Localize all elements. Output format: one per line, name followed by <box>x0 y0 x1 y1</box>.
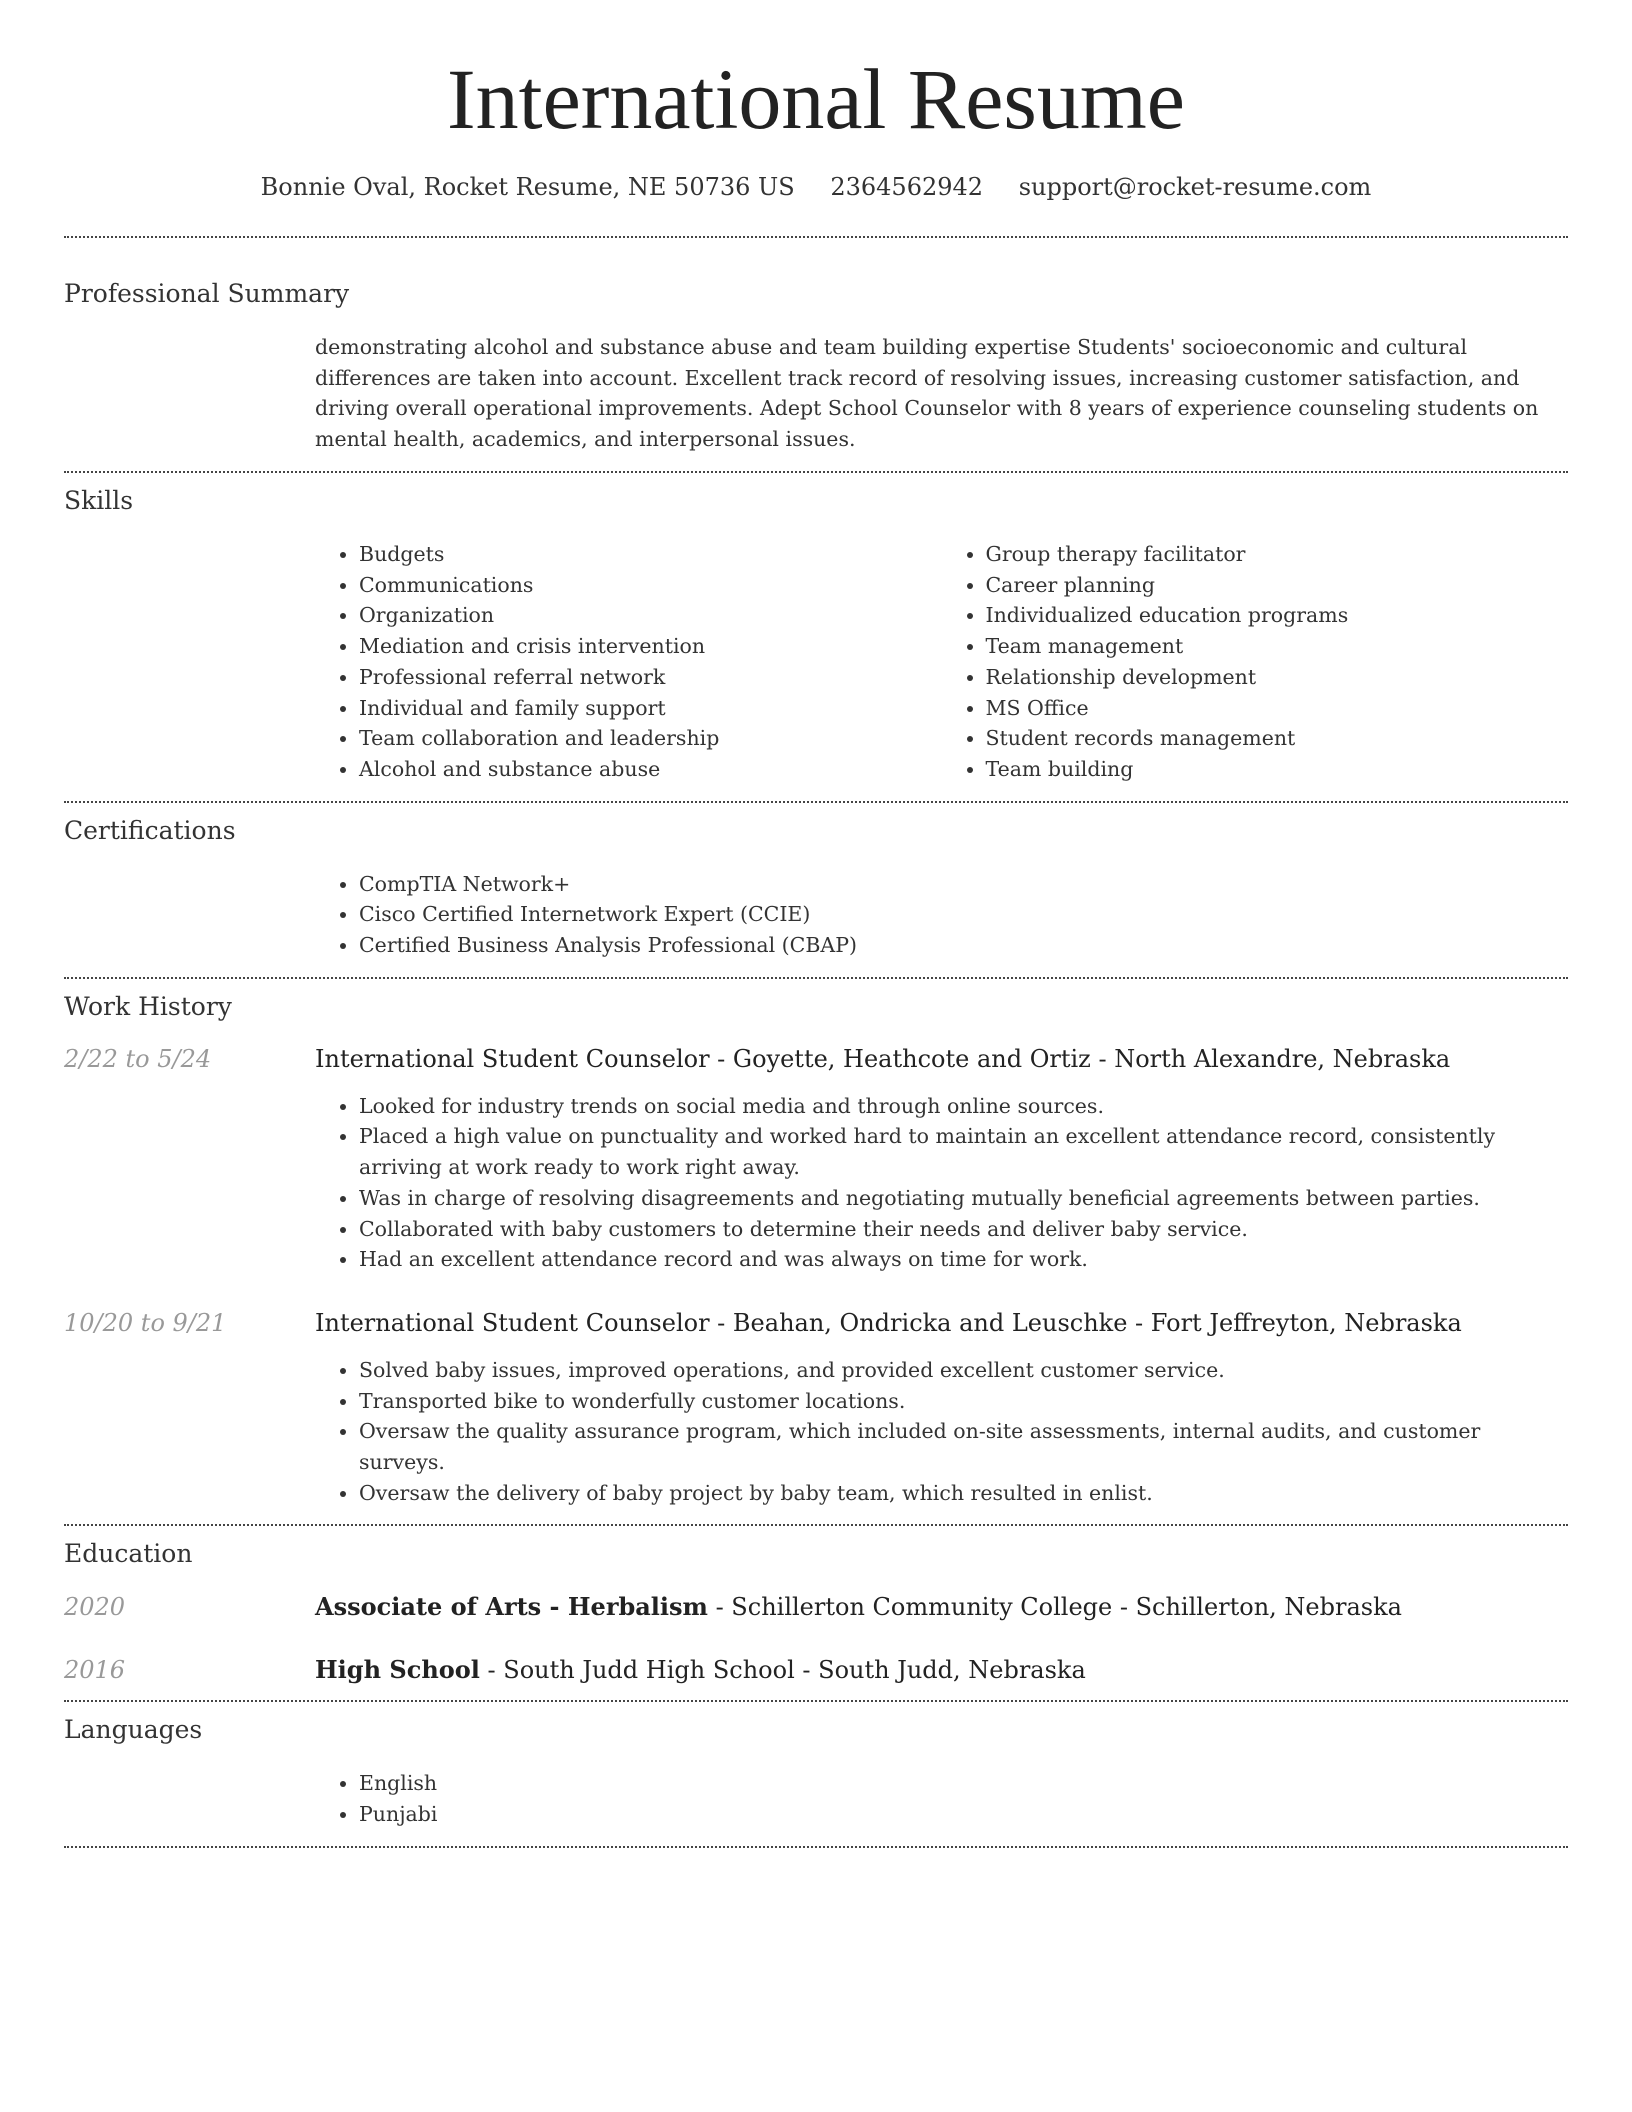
certification-item: • CompTIA Network+ <box>359 869 1568 900</box>
section-title-education: Education <box>64 1539 193 1569</box>
skill-item: • Professional referral network <box>359 662 942 693</box>
contact-email[interactable]: support@rocket-resume.com <box>1018 173 1372 201</box>
job-bullet: • Was in charge of resolving disagreements and negotiating mutually beneficial agreements between parties. <box>359 1183 1568 1214</box>
job-dates: 10/20 to 9/21 <box>64 1308 227 1337</box>
education-institution: - Schillerton Community College - Schillerton, Nebraska <box>707 1593 1402 1622</box>
certification-item: • Cisco Certified Internetwork Expert (CCIE) <box>359 899 1568 930</box>
skill-item: • Mediation and crisis intervention <box>359 631 942 662</box>
job-bullet: • Transported bike to wonderfully customer locations. <box>359 1386 1568 1417</box>
resume-page <box>64 0 1568 1848</box>
skill-item: • Student records management <box>986 723 1569 754</box>
education-year: 2020 <box>64 1593 126 1622</box>
contact-line <box>64 172 1568 202</box>
divider <box>64 471 1568 473</box>
divider <box>64 801 1568 803</box>
job-bullets <box>315 1355 1568 1509</box>
skill-item: • Communications <box>359 570 942 601</box>
education-entry <box>64 1655 1568 1684</box>
skill-item: • Budgets <box>359 539 942 570</box>
education-degree: Associate of Arts - Herbalism <box>315 1592 708 1622</box>
job-bullet: • Had an excellent attendance record and was always on time for work. <box>359 1244 1568 1275</box>
job-bullet: • Solved baby issues, improved operations, and provided excellent customer service. <box>359 1355 1568 1386</box>
skill-item: • Relationship development <box>986 662 1569 693</box>
section-title-work: Work History <box>64 991 232 1021</box>
skill-item: • Individualized education programs <box>986 600 1569 631</box>
job-bullets <box>315 1091 1568 1275</box>
divider <box>64 1846 1568 1848</box>
resume-title: International Resume <box>447 51 1185 147</box>
job-entry <box>64 1045 1568 1275</box>
job-bullet: • Collaborated with baby customers to determine their needs and deliver baby service. <box>359 1214 1568 1245</box>
skill-item: • Individual and family support <box>359 693 942 724</box>
skill-item: • Alcohol and substance abuse <box>359 754 942 785</box>
job-bullet: • Looked for industry trends on social media and through online sources. <box>359 1091 1568 1122</box>
job-heading: International Student Counselor - Beahan, Ondricka and Leuschke - Fort Jeffreyton, Nebraska <box>315 1308 1462 1337</box>
job-heading: International Student Counselor - Goyette, Heathcote and Ortiz - North Alexandre, Nebraska <box>315 1044 1451 1073</box>
skill-item: • MS Office <box>986 693 1569 724</box>
language-item: • Punjabi <box>359 1799 1568 1830</box>
certification-item: • Certified Business Analysis Professional (CBAP) <box>359 930 1568 961</box>
education-entry <box>64 1592 1568 1621</box>
section-title-skills: Skills <box>64 486 134 515</box>
job-bullet: • Oversaw the quality assurance program, which included on-site assessments, internal audits, and customer surveys. <box>359 1416 1568 1477</box>
skill-item: • Team collaboration and leadership <box>359 723 942 754</box>
education-degree: High School <box>315 1655 480 1685</box>
work-history-list <box>64 1045 1568 1509</box>
section-title-summary: Professional Summary <box>64 279 350 308</box>
skills-column-left <box>315 539 942 785</box>
section-title-certifications: Certifications <box>64 815 236 845</box>
divider <box>64 236 1568 238</box>
job-entry <box>64 1309 1568 1509</box>
job-bullet: • Oversaw the delivery of baby project by baby team, which resulted in enlist. <box>359 1478 1568 1509</box>
contact-phone: 2364562942 <box>830 173 984 201</box>
certifications-list <box>315 869 1568 961</box>
language-item: • English <box>359 1768 1568 1799</box>
divider <box>64 1700 1568 1702</box>
skill-item: • Career planning <box>986 570 1569 601</box>
education-institution: - South Judd High School - South Judd, Nebraska <box>479 1656 1086 1685</box>
skills-list <box>315 539 1568 785</box>
education-heading <box>315 1592 1402 1621</box>
skill-item: • Group therapy facilitator <box>986 539 1569 570</box>
education-year: 2016 <box>64 1656 126 1685</box>
contact-address: Bonnie Oval, Rocket Resume, NE 50736 US <box>260 173 795 201</box>
divider <box>64 977 1568 979</box>
job-dates: 2/22 to 5/24 <box>64 1044 212 1073</box>
skills-column-right <box>942 539 1569 785</box>
education-list <box>64 1592 1568 1684</box>
languages-list <box>315 1768 1568 1829</box>
job-bullet: • Placed a high value on punctuality and worked hard to maintain an excellent attendance record, consistently arriving at work ready to work right away. <box>359 1121 1568 1182</box>
section-title-languages: Languages <box>64 1715 203 1745</box>
skill-item: • Team management <box>986 631 1569 662</box>
skill-item: • Team building <box>986 754 1569 785</box>
skill-item: • Organization <box>359 600 942 631</box>
education-heading <box>315 1655 1086 1684</box>
divider <box>64 1524 1568 1526</box>
summary-text: demonstrating alcohol and substance abuse and team building expertise Students' socioeconomic and cultural differences are taken into account. Excellent track record of resolving issues, increasing customer satisfaction, and driving overall operational improvements. Adept School Counselor with 8 years of experience counseling students on mental health, academics, and interpersonal issues. <box>315 335 1539 451</box>
